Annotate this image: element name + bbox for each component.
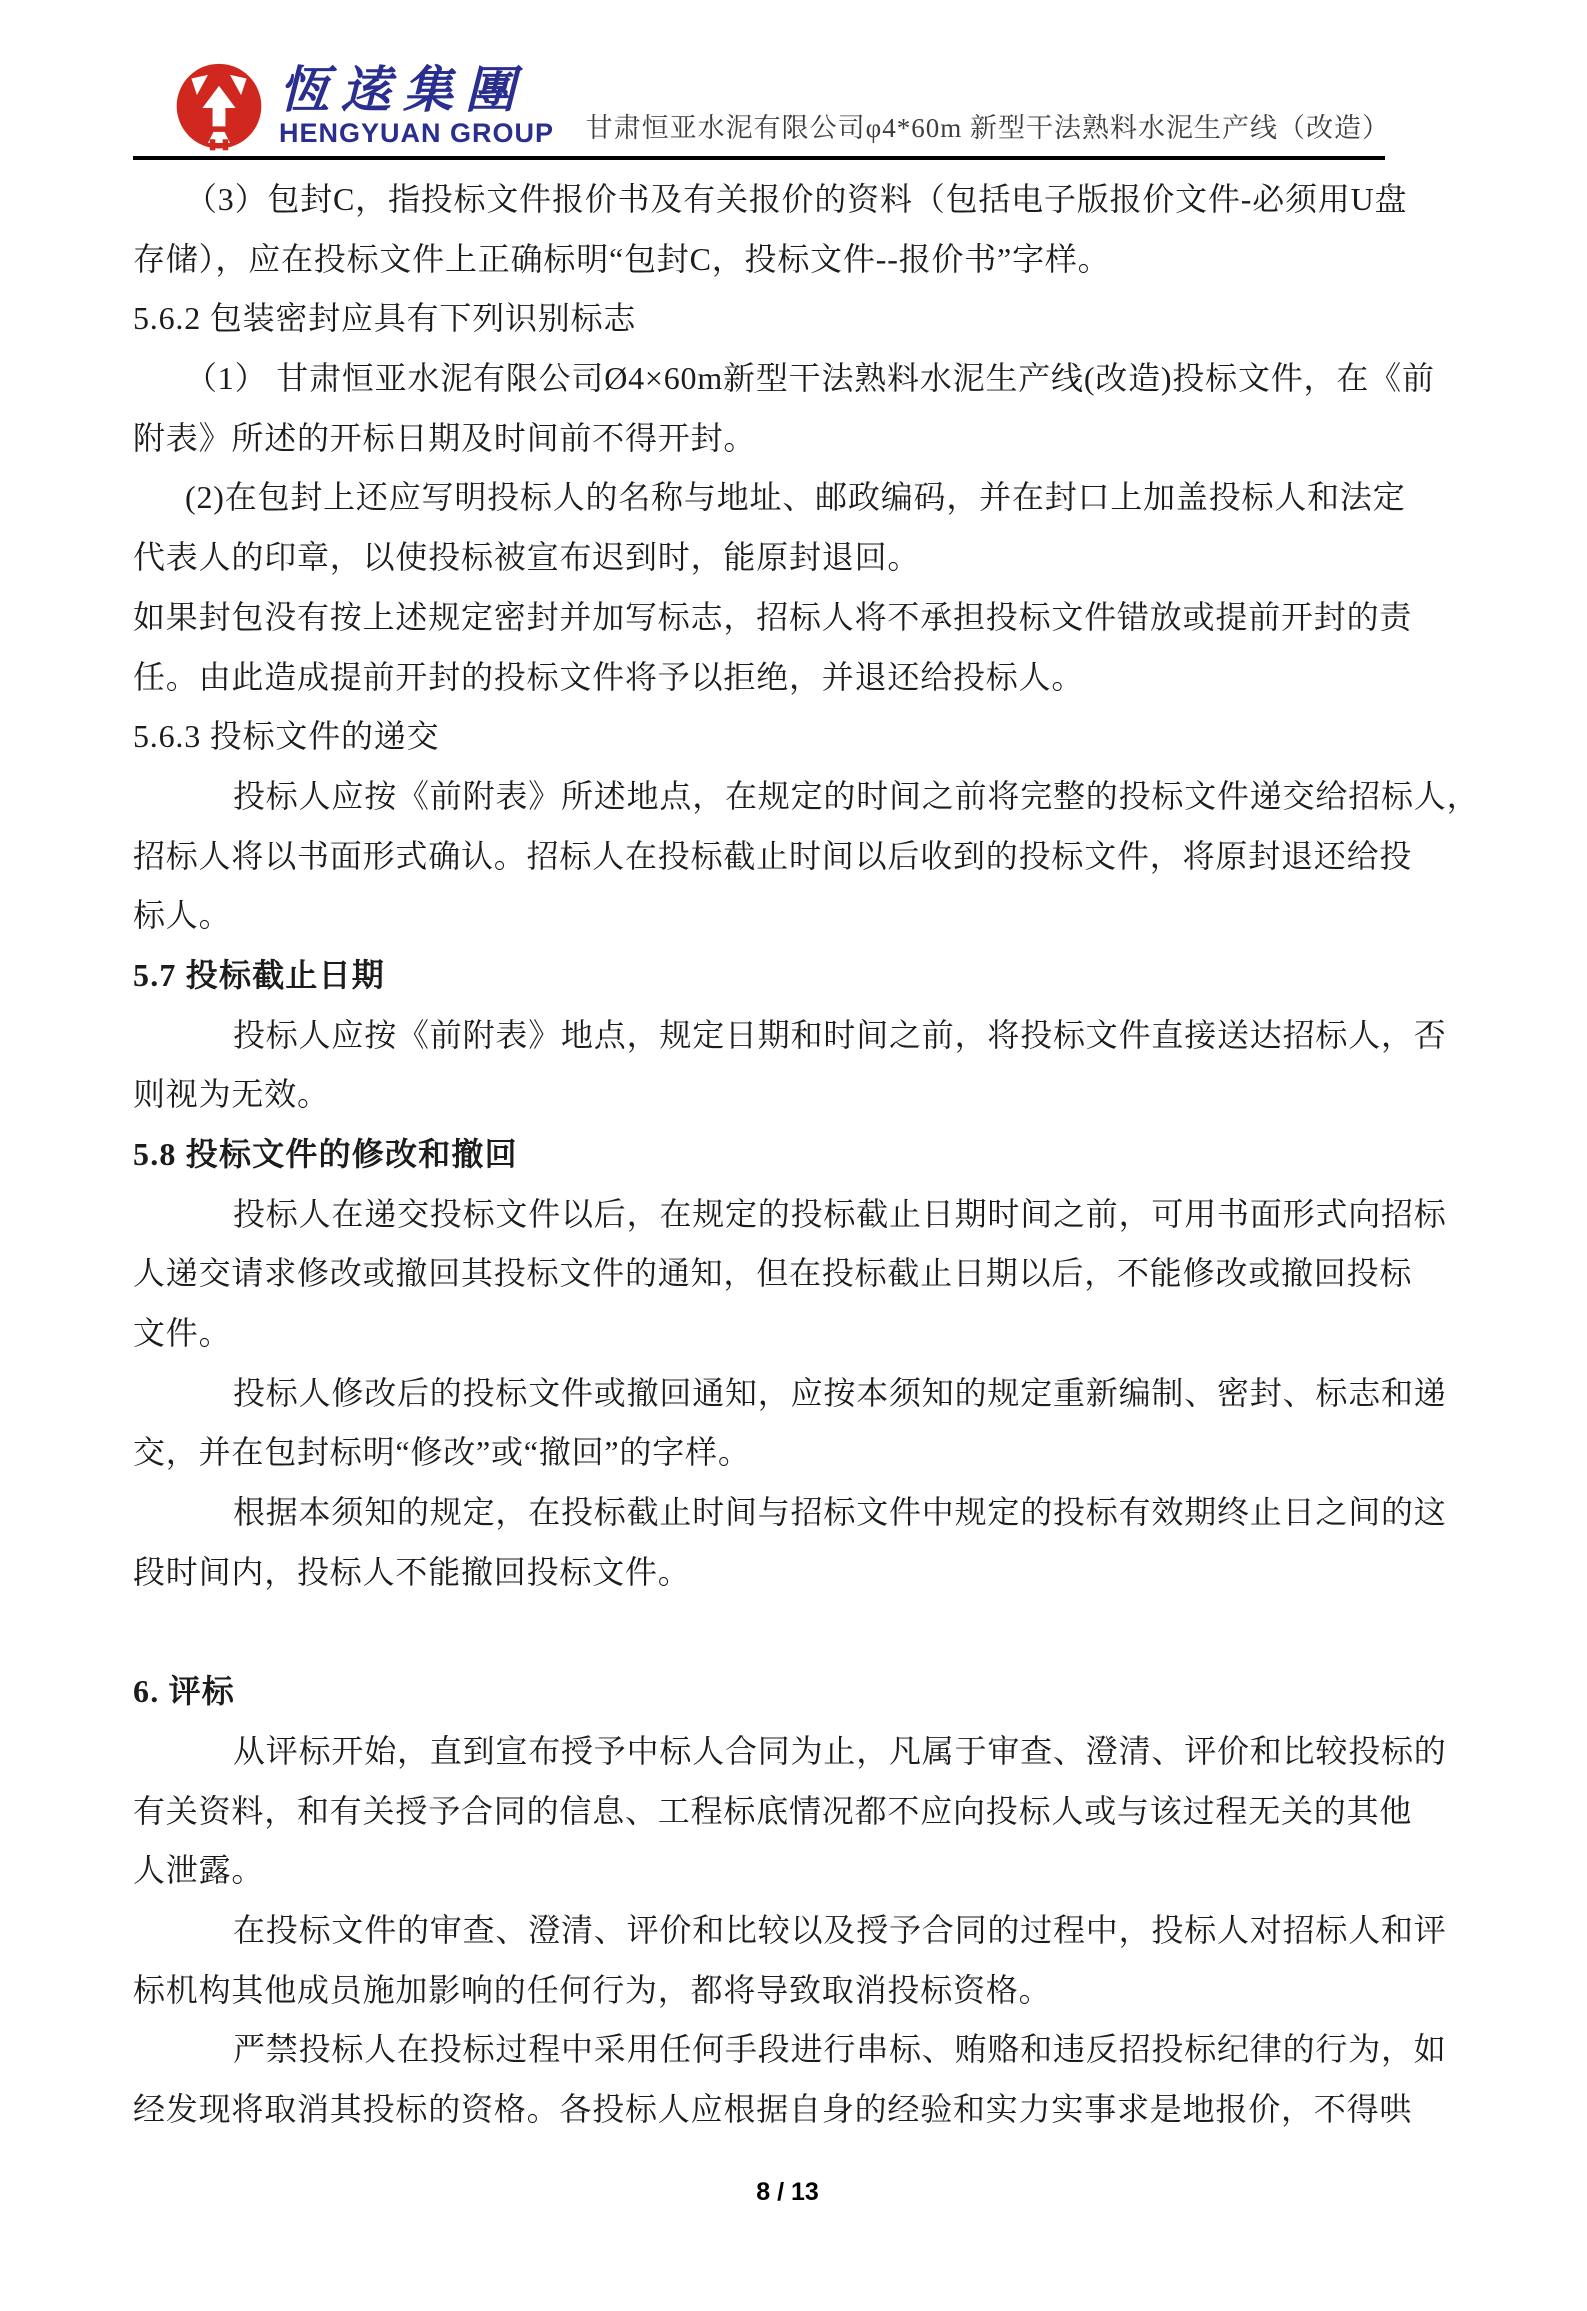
body-line: 段时间内，投标人不能撤回投标文件。: [133, 1553, 691, 1590]
body-line: 代表人的印章，以使投标被宣布迟到时，能原封退回。: [133, 539, 921, 576]
body-line: 如果封包没有按上述规定密封并加写标志，招标人将不承担投标文件错放或提前开封的责: [133, 598, 1413, 635]
logo-text: [279, 62, 554, 148]
section-heading: 5.7 投标截止日期: [133, 956, 386, 993]
body-line: 经发现将取消其投标的资格。各投标人应根据自身的经验和实力实事求是地报价，不得哄: [133, 2091, 1413, 2127]
hengyuan-emblem-icon: [173, 62, 265, 154]
body-line: 标机构其他成员施加影响的任何行为，都将导致取消投标资格。: [133, 1971, 1052, 2008]
body-line: 文件。: [133, 1315, 232, 1352]
body-line: 严禁投标人在投标过程中采用任何手段进行串标、贿赂和违反招投标纪律的行为，如: [233, 2031, 1447, 2068]
body-line: 标人。: [133, 897, 232, 934]
document-body: [133, 170, 1480, 2140]
body-line: 存储），应在投标文件上正确标明“包封C，投标文件--报价书”字样。: [133, 240, 1111, 277]
header-project-title: 甘肃恒亚水泥有限公司φ4*60m 新型干法熟料水泥生产线（改造）: [585, 113, 1390, 143]
page-footer: [0, 2178, 1575, 2207]
body-line: 有关资料，和有关授予合同的信息、工程标底情况都不应向投标人或与该过程无关的其他: [133, 1792, 1413, 1829]
body-line: 人泄露。: [133, 1852, 265, 1889]
page-number: 8 / 13: [756, 2178, 819, 2206]
header-rule: [133, 156, 1385, 160]
body-line: 投标人修改后的投标文件或撤回通知，应按本须知的规定重新编制、密封、标志和递: [233, 1374, 1447, 1411]
company-logo: [173, 62, 554, 154]
body-line: 附表》所述的开标日期及时间前不得开封。: [133, 419, 757, 456]
section-heading: 5.8 投标文件的修改和撤回: [133, 1136, 518, 1172]
body-line: 从评标开始，直到宣布授予中标人合同为止，凡属于审查、澄清、评价和比较投标的: [233, 1732, 1447, 1769]
logo-cjk-text: 恆逺集團: [279, 60, 527, 119]
body-line: （1） 甘肃恒亚水泥有限公司Ø4×60m新型干法熟料水泥生产线(改造)投标文件，在《前: [185, 360, 1435, 397]
body-line: 人递交请求修改或撤回其投标文件的通知，但在投标截止日期以后，不能修改或撤回投标: [133, 1255, 1413, 1292]
body-line: 交，并在包封标明“修改”或“撤回”的字样。: [133, 1434, 751, 1471]
body-line: 投标人应按《前附表》所述地点，在规定的时间之前将完整的投标文件递交给招标人，: [233, 777, 1480, 814]
body-line: 投标人应按《前附表》地点，规定日期和时间之前，将投标文件直接送达招标人，否: [233, 1016, 1447, 1053]
blank-line: [133, 1603, 1463, 1663]
body-line: （3）包封C，指投标文件报价书及有关报价的资料（包括电子版报价文件-必须用U盘: [185, 181, 1408, 217]
body-line: 根据本须知的规定，在投标截止时间与招标文件中规定的投标有效期终止日之间的这: [233, 1494, 1447, 1531]
body-line: 5.6.3 投标文件的递交: [133, 718, 440, 755]
body-line: 在投标文件的审查、澄清、评价和比较以及授予合同的过程中，投标人对招标人和评: [233, 1911, 1447, 1948]
body-line: (2)在包封上还应写明投标人的名称与地址、邮政编码，并在封口上加盖投标人和法定: [185, 479, 1406, 516]
body-line: 5.6.2 包装密封应具有下列识别标志: [133, 300, 637, 337]
body-line: 投标人在递交投标文件以后，在规定的投标截止日期时间之前，可用书面形式向招标: [233, 1195, 1447, 1232]
body-line: 招标人将以书面形式确认。招标人在投标截止时间以后收到的投标文件，将原封退还给投: [133, 837, 1413, 874]
logo-latin-text: HENGYUAN GROUP: [279, 118, 555, 148]
body-line: 任。由此造成提前开封的投标文件将予以拒绝，并退还给投标人。: [133, 658, 1085, 695]
body-line: 则视为无效。: [133, 1076, 330, 1113]
section-heading: 6. 评标: [133, 1673, 236, 1710]
